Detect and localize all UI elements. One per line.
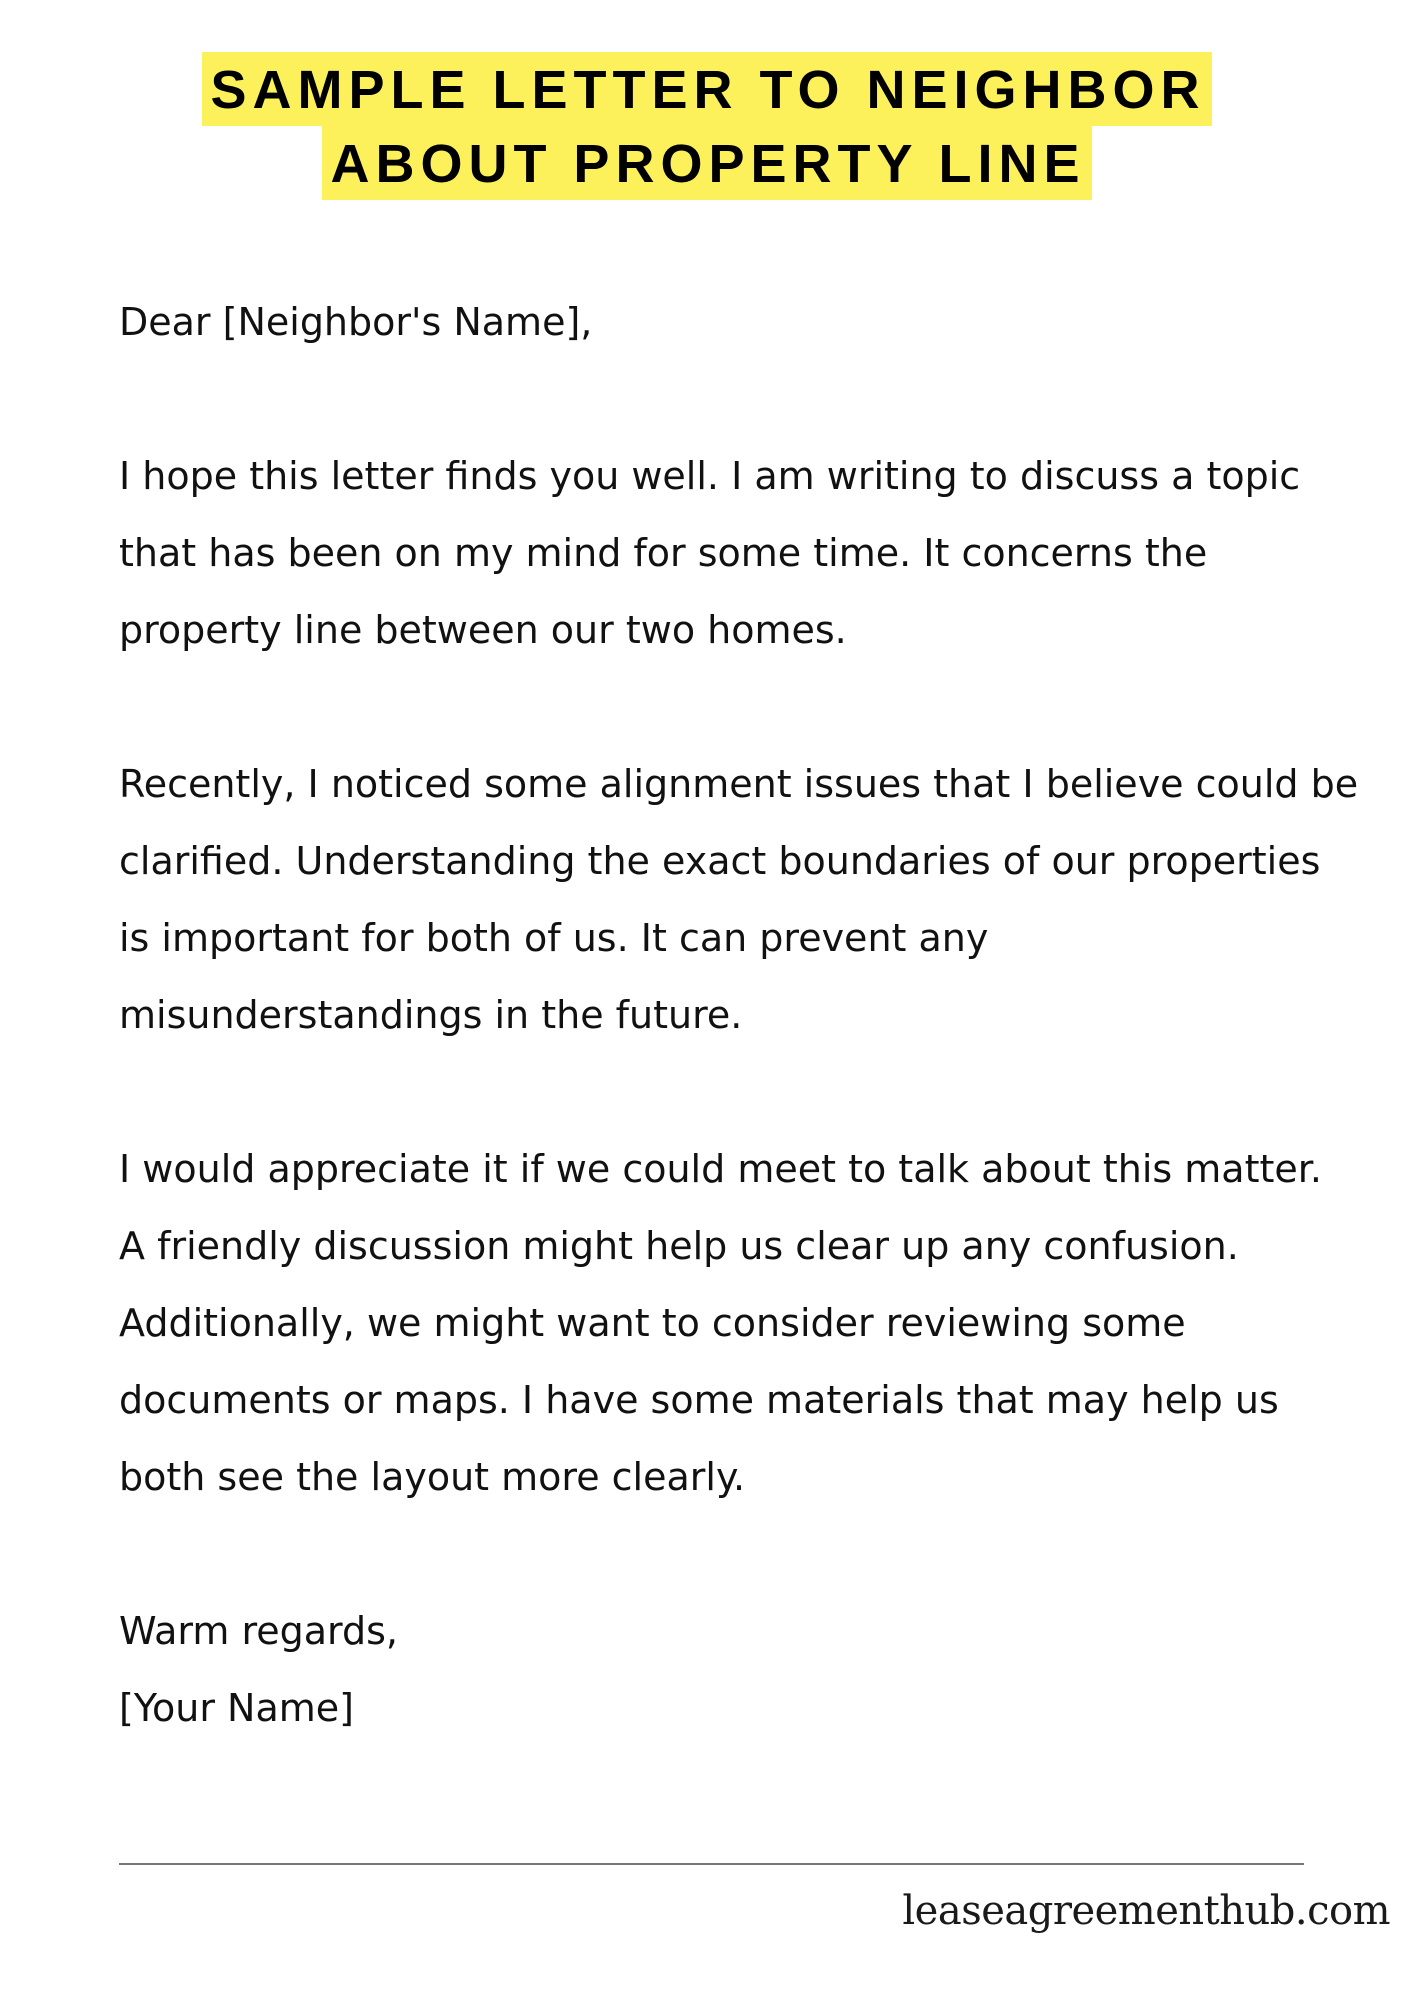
paragraph-3: I would appreciate it if we could meet to talk about this matter. A friendly discussion might help us clear up any confusion. Additionally, we might want to consider reviewing some documents or maps. I have some materials that may help us both see the layout more clearly. [119,1147,1322,1499]
closing: Warm regards, [119,1609,399,1653]
paragraph-spacer [119,669,1359,746]
signature-placeholder: [Your Name] [119,1686,354,1730]
document-title [0,52,1414,200]
title-line-1: SAMPLE LETTER TO NEIGHBOR [202,52,1211,126]
title-line-2: ABOUT PROPERTY LINE [322,126,1091,200]
paragraph-1: I hope this letter finds you well. I am writing to discuss a topic that has been on my mind for some time. It concerns the property line between our two homes. [119,454,1301,652]
letter-body [119,284,1359,1747]
paragraph-spacer [119,361,1359,438]
paragraph-spacer [119,1516,1359,1593]
footer-divider [119,1863,1304,1865]
paragraph-spacer [119,1054,1359,1131]
footer-website: leaseagreementhub.com [902,1888,1390,1934]
paragraph-2: Recently, I noticed some alignment issues that I believe could be clarified. Understanding the exact boundaries of our properties is important for both of us. It can prevent any misunderstandings in the future. [119,762,1359,1037]
salutation: Dear [Neighbor's Name], [119,300,593,344]
